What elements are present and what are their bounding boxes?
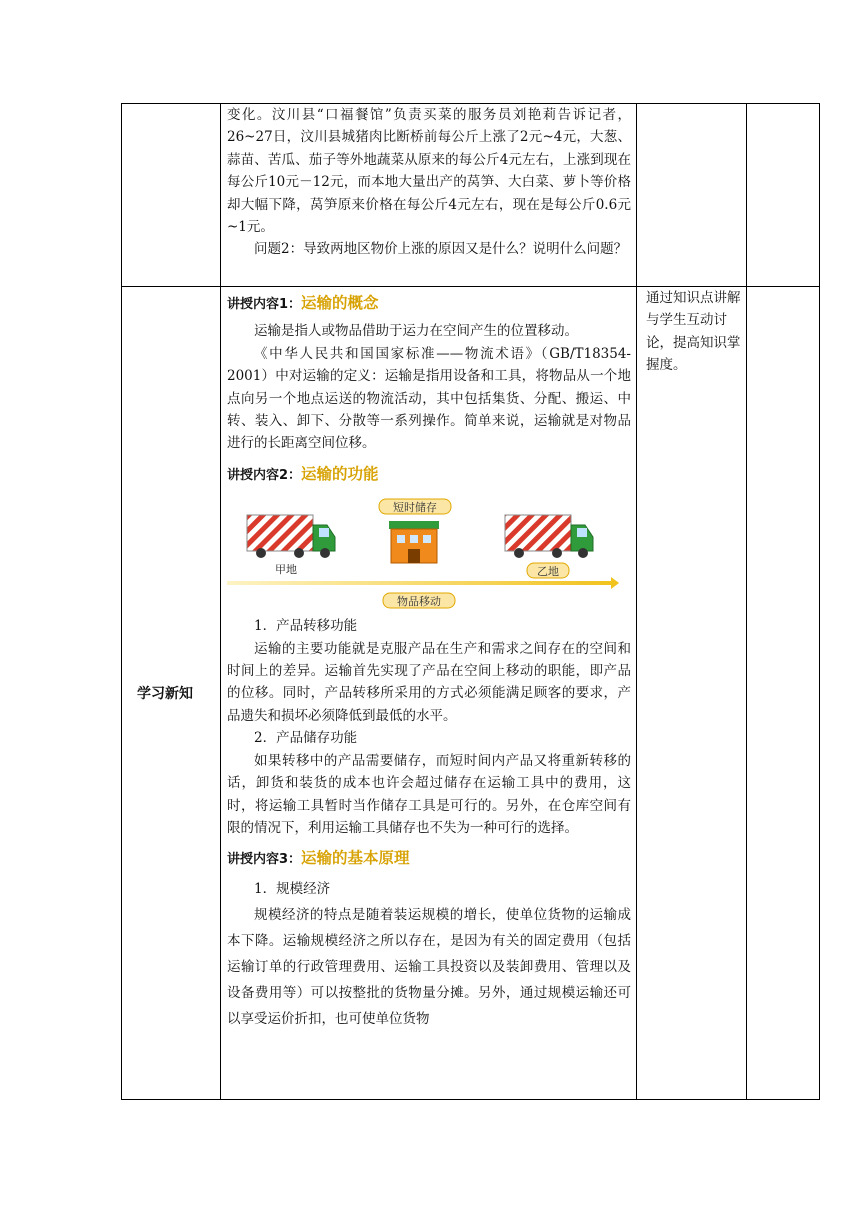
main-cell xyxy=(227,292,631,1032)
section3-item1-text: 规模经济的特点是随着装运规模的增长，使单位货物的运输成本下降。运输规模经济之所以存在，是因为有关的固定费用（包括运输订单的行政管理费用、运输工具投资以及装卸费用、管理以及设备费用等）可以按整批的货物量分摊。另外，通过规模运输还可以享受运价折扣，也可使单位货物 xyxy=(227,906,631,1027)
movement-arrow xyxy=(227,577,619,589)
section1-header xyxy=(227,292,631,316)
section1-label: 讲授内容1： xyxy=(227,297,302,312)
section1-heading: 运输的概念 xyxy=(301,294,379,312)
section2-item1-title: 1．产品转移功能 xyxy=(254,618,358,635)
section1-p2: 《中华人民共和国国家标准——物流术语》（GB/T18354-2001）中对运输的定义：运输是指用设备和工具，将物品从一个地点向另一个地点运送的物流活动，其中包括集货、分配、搬运、中转、装入、卸下、分散等一系列操作。简单来说，运输就是对物品进行的长距离空间位移。 xyxy=(227,345,631,452)
question-2: 问题2：导致两地区物价上涨的原因又是什么？说明什么问题？ xyxy=(254,241,628,258)
top-paragraph: 变化。汶川县“口福餐馆”负责买菜的服务员刘艳莉告诉记者，26~27日，汶川县城猪肉比断桥前每公斤上涨了2元~4元，大葱、蒜苗、苦瓜、茄子等外地蔬菜从原来的每公斤4元左右，上涨到现在每公斤10元－12元，而本地大量出产的莴笋、大白菜、萝卜等价格却大幅下降，莴笋原来价格在每公斤4元左右，现在是每公斤0.6元~1元。 xyxy=(227,107,631,236)
truck-to-icon xyxy=(505,515,593,558)
section3-header xyxy=(227,847,631,871)
section2-item2-text: 如果转移中的产品需要储存，而短时间内产品又将重新转移的话，卸货和装货的成本也许会超过储存在运输工具中的费用，这时，将运输工具暂时当作储存工具是可行的。另外，在仓库空间有限的情况下，利用运输工具储存也不失为一种可行的选择。 xyxy=(227,752,631,836)
top-cell xyxy=(227,104,631,261)
move-label: 物品移动 xyxy=(397,595,441,609)
truck-from-icon xyxy=(247,515,335,558)
section2-label: 讲授内容2： xyxy=(227,467,302,483)
section1-p1: 运输是指人或物品借助于运力在空间产生的位置移动。 xyxy=(254,323,578,340)
row-label: 学习新知 xyxy=(137,686,193,702)
section3-heading: 运输的基本原理 xyxy=(301,849,410,868)
transport-diagram xyxy=(227,491,627,609)
to-label: 乙地 xyxy=(537,565,559,579)
section2-item1-text: 运输的主要功能就是克服产品在生产和需求之间存在的空间和时间上的差异。运输首先实现了产品在空间上移动的职能，即产品的位移。同时，产品转移所采用的方式必须能满足顾客的要求，产品遗失和损坏必须降低到最低的水平。 xyxy=(227,640,631,724)
section3-item1-title: 1．规模经济 xyxy=(254,880,331,897)
notes-cell: 通过知识点讲解与学生互动讨论，提高知识掌握度。 xyxy=(646,290,741,374)
storage-label: 短时储存 xyxy=(393,501,437,515)
section2-header xyxy=(227,463,631,487)
transport-diagram-svg xyxy=(227,491,627,609)
col-divider-3 xyxy=(746,103,747,1100)
section2-heading: 运输的功能 xyxy=(301,464,379,483)
warehouse-icon xyxy=(389,521,439,563)
section3-label: 讲授内容3： xyxy=(227,852,302,868)
col-divider-2 xyxy=(636,103,637,1100)
col-divider-1 xyxy=(220,103,221,1100)
from-label: 甲地 xyxy=(275,563,297,577)
section2-item2-title: 2．产品储存功能 xyxy=(254,730,358,747)
